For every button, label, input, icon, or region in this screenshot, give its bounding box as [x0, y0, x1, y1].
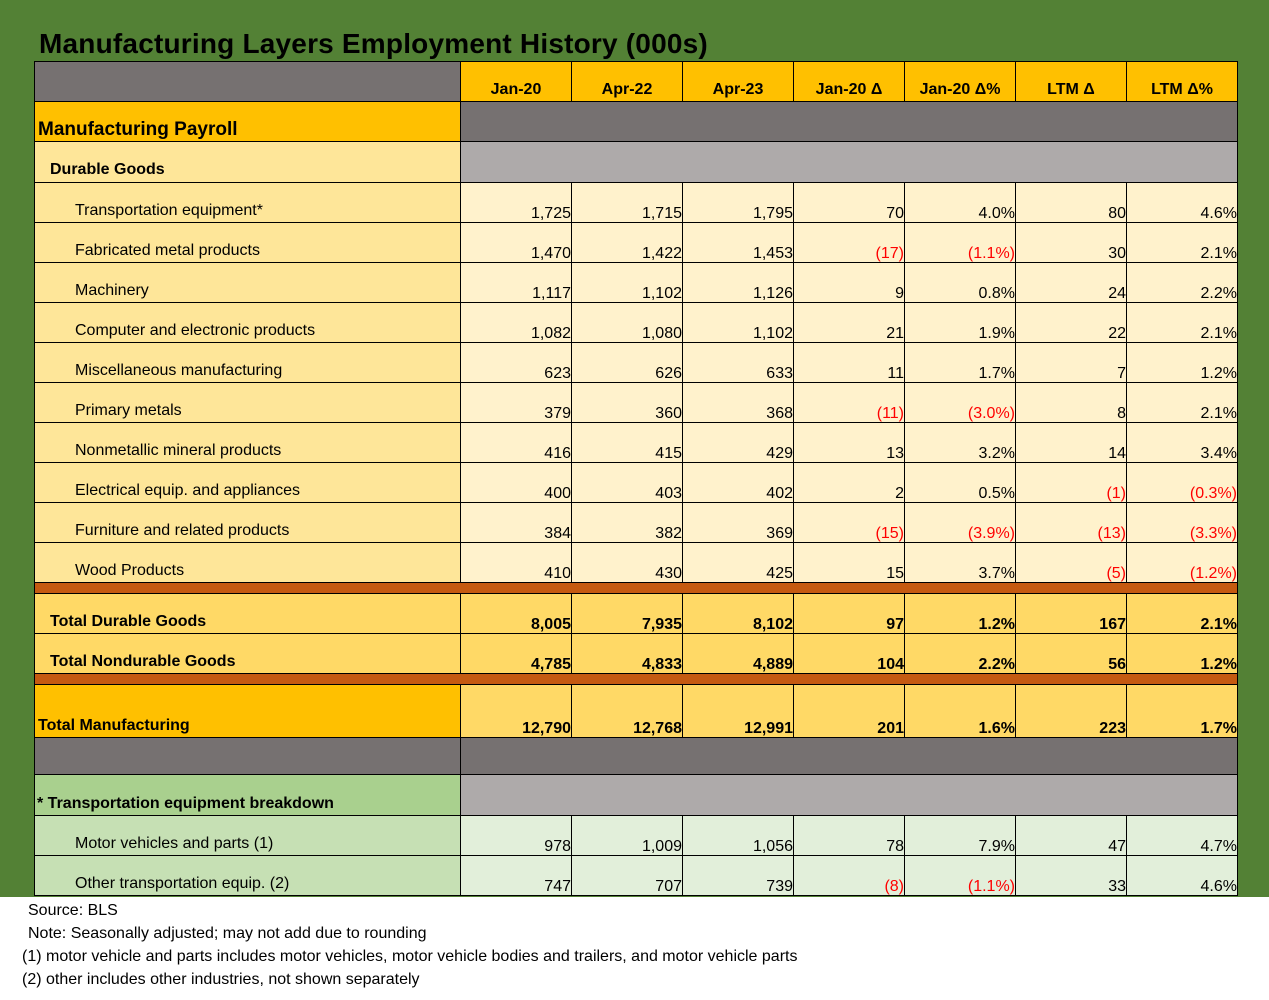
cell: (3.3%) — [1127, 503, 1238, 543]
cell: 223 — [1016, 685, 1127, 738]
cell: 1,056 — [683, 816, 794, 856]
cell: 56 — [1016, 634, 1127, 674]
cell: 4.6% — [1127, 183, 1238, 223]
cell: 4.7% — [1127, 816, 1238, 856]
row-label: Total Durable Goods — [35, 594, 461, 634]
manufacturing-payroll-row — [35, 102, 1238, 142]
cell: 7.9% — [905, 816, 1016, 856]
cell: 1.6% — [905, 685, 1016, 738]
cell: 1,082 — [461, 303, 572, 343]
cell: 3.7% — [905, 543, 1016, 583]
cell: 379 — [461, 383, 572, 423]
cell: 201 — [794, 685, 905, 738]
cell: 425 — [683, 543, 794, 583]
cell: (17) — [794, 223, 905, 263]
cell: 1,102 — [572, 263, 683, 303]
cell: 14 — [1016, 423, 1127, 463]
cell: 2.1% — [1127, 223, 1238, 263]
col-header: Apr-22 — [572, 62, 683, 102]
cell: 4.0% — [905, 183, 1016, 223]
cell: 30 — [1016, 223, 1127, 263]
table-row — [35, 383, 1238, 423]
cell: 4,889 — [683, 634, 794, 674]
cell: 739 — [683, 856, 794, 896]
cell: 4,785 — [461, 634, 572, 674]
cell: 1,725 — [461, 183, 572, 223]
employment-table — [34, 61, 1238, 896]
cell: 7,935 — [572, 594, 683, 634]
total-manufacturing-row — [35, 685, 1238, 738]
table-row — [35, 503, 1238, 543]
table-row — [35, 303, 1238, 343]
table-row — [35, 343, 1238, 383]
footnote-2: (2) other includes other industries, not shown separately — [22, 971, 420, 988]
cell: (1.2%) — [1127, 543, 1238, 583]
row-label: Machinery — [35, 263, 461, 303]
cell: 415 — [572, 423, 683, 463]
row-label: Total Manufacturing — [35, 685, 461, 738]
cell: 13 — [794, 423, 905, 463]
cell: 402 — [683, 463, 794, 503]
section-label: * Transportation equipment breakdown — [35, 775, 461, 816]
cell: (13) — [1016, 503, 1127, 543]
cell: 1.2% — [1127, 343, 1238, 383]
table-row — [35, 223, 1238, 263]
cell: 3.2% — [905, 423, 1016, 463]
cell: 384 — [461, 503, 572, 543]
section-fill — [461, 102, 1238, 142]
row-label: Other transportation equip. (2) — [35, 856, 461, 896]
col-header: Jan-20 Δ — [794, 62, 905, 102]
row-label: Wood Products — [35, 543, 461, 583]
section-label: Manufacturing Payroll — [35, 102, 461, 142]
cell: (0.3%) — [1127, 463, 1238, 503]
cell: 429 — [683, 423, 794, 463]
row-label: Miscellaneous manufacturing — [35, 343, 461, 383]
cell: 2.2% — [1127, 263, 1238, 303]
cell: 8,102 — [683, 594, 794, 634]
cell: 1,126 — [683, 263, 794, 303]
cell: 2.1% — [1127, 383, 1238, 423]
row-label: Electrical equip. and appliances — [35, 463, 461, 503]
cell: 1,470 — [461, 223, 572, 263]
separator — [35, 674, 1238, 685]
source-note: Source: BLS — [28, 902, 118, 919]
cell: 1,715 — [572, 183, 683, 223]
cell: 8 — [1016, 383, 1127, 423]
col-header: LTM Δ% — [1127, 62, 1238, 102]
cell: 1.7% — [905, 343, 1016, 383]
cell: 430 — [572, 543, 683, 583]
cell: 0.5% — [905, 463, 1016, 503]
cell: 1,080 — [572, 303, 683, 343]
cell: 7 — [1016, 343, 1127, 383]
cell: 410 — [461, 543, 572, 583]
cell: 633 — [683, 343, 794, 383]
cell: 2 — [794, 463, 905, 503]
cell: 24 — [1016, 263, 1127, 303]
total-row — [35, 634, 1238, 674]
row-label: Fabricated metal products — [35, 223, 461, 263]
cell: 12,790 — [461, 685, 572, 738]
cell: 9 — [794, 263, 905, 303]
cell: 1,422 — [572, 223, 683, 263]
separator-row — [35, 583, 1238, 594]
cell: 33 — [1016, 856, 1127, 896]
cell: 12,768 — [572, 685, 683, 738]
cell: 1,102 — [683, 303, 794, 343]
section-fill — [461, 142, 1238, 183]
cell: 22 — [1016, 303, 1127, 343]
adjustment-note: Note: Seasonally adjusted; may not add due to rounding — [28, 925, 427, 942]
row-label: Furniture and related products — [35, 503, 461, 543]
total-row — [35, 594, 1238, 634]
header-row — [35, 62, 1238, 102]
row-label: Nonmetallic mineral products — [35, 423, 461, 463]
cell: (15) — [794, 503, 905, 543]
col-header: Jan-20 Δ% — [905, 62, 1016, 102]
cell: (1.1%) — [905, 856, 1016, 896]
table-row — [35, 816, 1238, 856]
table-row — [35, 183, 1238, 223]
row-label: Motor vehicles and parts (1) — [35, 816, 461, 856]
cell: 167 — [1016, 594, 1127, 634]
table-row — [35, 543, 1238, 583]
cell: 1,009 — [572, 816, 683, 856]
separator — [35, 583, 1238, 594]
cell: 1,117 — [461, 263, 572, 303]
transport-breakdown-row — [35, 775, 1238, 816]
section-label: Durable Goods — [35, 142, 461, 183]
cell: (8) — [794, 856, 905, 896]
section-fill — [461, 775, 1238, 816]
row-label: Total Nondurable Goods — [35, 634, 461, 674]
table-row — [35, 463, 1238, 503]
cell: (1) — [1016, 463, 1127, 503]
gap-cell — [461, 738, 1238, 775]
table-row — [35, 263, 1238, 303]
cell: 626 — [572, 343, 683, 383]
cell: 707 — [572, 856, 683, 896]
cell: 1,453 — [683, 223, 794, 263]
durable-goods-row — [35, 142, 1238, 183]
cell: 8,005 — [461, 594, 572, 634]
header-corner — [35, 62, 461, 102]
cell: 1,795 — [683, 183, 794, 223]
cell: 78 — [794, 816, 905, 856]
cell: (11) — [794, 383, 905, 423]
cell: 1.2% — [905, 594, 1016, 634]
cell: 47 — [1016, 816, 1127, 856]
cell: 12,991 — [683, 685, 794, 738]
cell: 2.1% — [1127, 303, 1238, 343]
cell: 104 — [794, 634, 905, 674]
cell: 368 — [683, 383, 794, 423]
cell: 70 — [794, 183, 905, 223]
cell: 369 — [683, 503, 794, 543]
cell: (3.0%) — [905, 383, 1016, 423]
cell: 416 — [461, 423, 572, 463]
cell: 97 — [794, 594, 905, 634]
cell: 623 — [461, 343, 572, 383]
row-label: Transportation equipment* — [35, 183, 461, 223]
cell: 1.7% — [1127, 685, 1238, 738]
table-row — [35, 856, 1238, 896]
cell: 0.8% — [905, 263, 1016, 303]
cell: 2.2% — [905, 634, 1016, 674]
cell: 403 — [572, 463, 683, 503]
cell: 1.9% — [905, 303, 1016, 343]
row-label: Computer and electronic products — [35, 303, 461, 343]
page-title: Manufacturing Layers Employment History (000s) — [39, 28, 708, 59]
cell: 15 — [794, 543, 905, 583]
cell: 80 — [1016, 183, 1127, 223]
cell: 2.1% — [1127, 594, 1238, 634]
cell: 400 — [461, 463, 572, 503]
col-header: LTM Δ — [1016, 62, 1127, 102]
cell: 3.4% — [1127, 423, 1238, 463]
cell: (3.9%) — [905, 503, 1016, 543]
separator-row — [35, 674, 1238, 685]
cell: 382 — [572, 503, 683, 543]
col-header: Jan-20 — [461, 62, 572, 102]
cell: 978 — [461, 816, 572, 856]
cell: 11 — [794, 343, 905, 383]
gap-row — [35, 738, 1238, 775]
gap-cell — [35, 738, 461, 775]
cell: 360 — [572, 383, 683, 423]
table-row — [35, 423, 1238, 463]
cell: (1.1%) — [905, 223, 1016, 263]
row-label: Primary metals — [35, 383, 461, 423]
footnote-1: (1) motor vehicle and parts includes motor vehicles, motor vehicle bodies and trailers, and motor vehicle parts — [22, 948, 798, 965]
cell: 21 — [794, 303, 905, 343]
cell: 4,833 — [572, 634, 683, 674]
cell: (5) — [1016, 543, 1127, 583]
cell: 747 — [461, 856, 572, 896]
cell: 1.2% — [1127, 634, 1238, 674]
cell: 4.6% — [1127, 856, 1238, 896]
col-header: Apr-23 — [683, 62, 794, 102]
